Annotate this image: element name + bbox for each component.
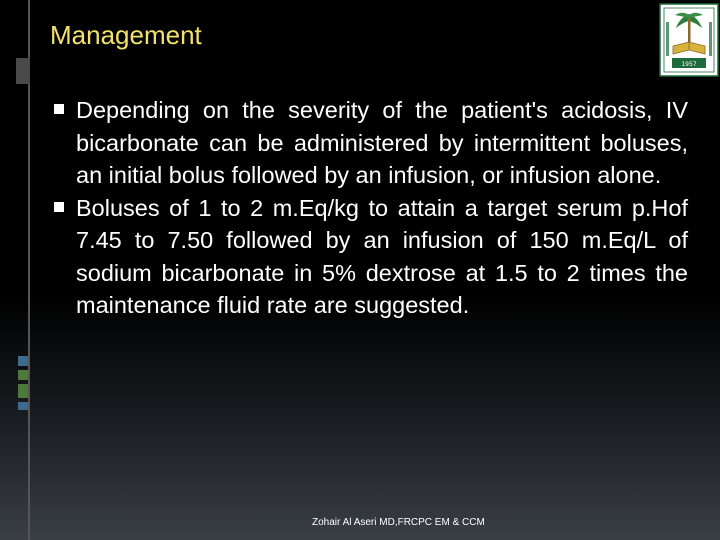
- bullet-list: [50, 94, 688, 322]
- decorative-block: [16, 58, 30, 84]
- bullet-text: Depending on the severity of the patient's acidosis, IV bicarbonate can be administered by intermittent boluses, an initial bolus followed by an infusion, or infusion alone.: [76, 97, 688, 188]
- slide-title: Management: [50, 20, 202, 50]
- bullet-text: Boluses of 1 to 2 m.Eq/kg to attain a target serum p.Hof 7.45 to 7.50 followed by an infusion of 150 m.Eq/L of sodium bicarbonate in 5% dextrose at 1.5 to 2 times the maintenance fluid rate are suggested.: [76, 194, 688, 318]
- square-bullet-icon: [54, 104, 64, 114]
- university-seal-icon: [658, 2, 720, 78]
- accent-block-green: [18, 370, 28, 380]
- accent-block-blue: [18, 356, 28, 366]
- list-item: [50, 192, 688, 322]
- square-bullet-icon: [54, 202, 64, 212]
- footer-credit: Zohair Al Aseri MD,FRCPC EM & CCM: [312, 517, 485, 528]
- accent-block-green-2: [18, 384, 28, 398]
- accent-block-blue-2: [18, 402, 28, 410]
- svg-text:1957: 1957: [681, 61, 697, 68]
- list-item: [50, 94, 688, 192]
